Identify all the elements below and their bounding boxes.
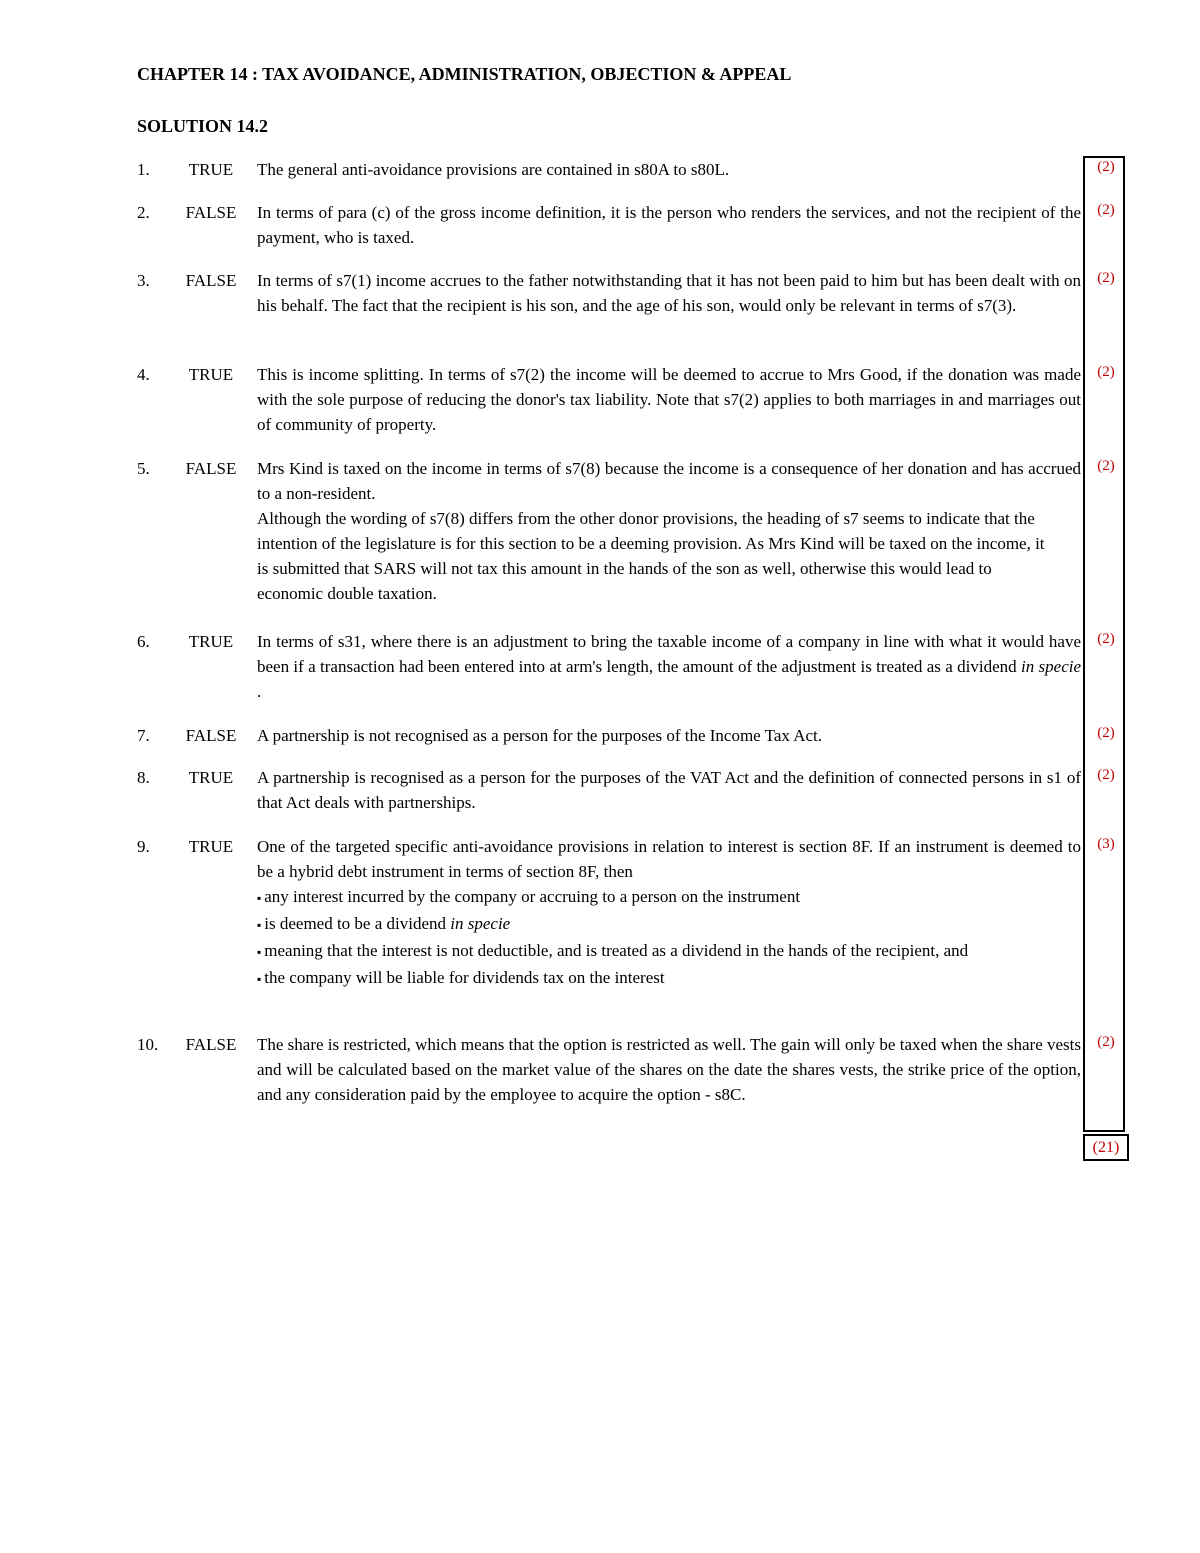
question-answer: FALSE: [185, 459, 237, 478]
question-explanation: [257, 157, 1081, 182]
question-explanation: [257, 456, 1081, 606]
question-marks: (2): [1097, 1034, 1115, 1050]
question-number: 9.: [137, 837, 150, 856]
total-marks: (21): [1083, 1134, 1129, 1161]
question-answer: TRUE: [188, 160, 234, 179]
question-number: 5.: [137, 459, 150, 478]
question-explanation: [257, 834, 1081, 992]
explanation-note: Although the wording of s7(8) differs from the other donor provisions, the heading of s7 seems to indicate that the intention of the legislature is for this section to be a deeming provision. As Mrs Kind will be taxed on the income, it is submitted that SARS will not tax this amount in the hands of the son as well, otherwise this would lead to economic double taxation.: [257, 509, 1045, 603]
question-number: 4.: [137, 365, 150, 384]
question-number: 7.: [137, 726, 150, 745]
question-answer: TRUE: [188, 632, 234, 651]
question-explanation: [257, 268, 1081, 318]
question-number: 10.: [137, 1035, 159, 1054]
question-marks: (2): [1097, 270, 1115, 286]
question-explanation: [257, 1032, 1081, 1107]
explanation-text: In terms of para (c) of the gross income definition, it is the person who renders the services, and not the recipient of the payment, who is taxed.: [257, 203, 1081, 247]
question-number: 8.: [137, 768, 150, 787]
question-explanation: [257, 629, 1081, 704]
explanation-text: One of the targeted specific anti-avoidance provisions in relation to interest is section 8F. If an instrument is deemed to be a hybrid debt instrument in terms of section 8F, then: [257, 837, 1081, 881]
solution-title: SOLUTION 14.2: [137, 116, 269, 136]
question-marks: (2): [1097, 202, 1115, 218]
question-explanation: [257, 723, 1081, 748]
explanation-text: The general anti-avoidance provisions are contained in s80A to s80L.: [257, 160, 730, 179]
explanation-text: A partnership is not recognised as a person for the purposes of the Income Tax Act.: [257, 726, 823, 745]
question-answer: TRUE: [188, 768, 234, 787]
question-explanation: [257, 765, 1081, 815]
explanation-italic-term: in specie: [1020, 657, 1082, 676]
question-answer: TRUE: [188, 837, 234, 856]
explanation-text: The share is restricted, which means that the option is restricted as well. The gain will only be taxed when the share vests and will be calculated based on the market value of the shares on the date the shares vests, the strike price of the option, and any consideration paid by the employee to acquire the option - s8C.: [257, 1035, 1081, 1104]
bullet-italic-term: in specie: [450, 914, 511, 933]
question-marks: (2): [1097, 364, 1115, 380]
explanation-end: .: [257, 682, 262, 701]
explanation-text: This is income splitting. In terms of s7(2) the income will be deemed to accrue to Mrs Good, if the donation was made with the sole purpose of reducing the donor's tax liability. Note that s7(2) applies to both marriages in and marriages out of community of property.: [257, 365, 1081, 434]
bullet-item: ▪ any interest incurred by the company or accruing to a person on the instrument: [257, 884, 1081, 911]
question-marks: (2): [1097, 458, 1115, 474]
question-explanation: [257, 362, 1081, 437]
question-number: 3.: [137, 271, 150, 290]
explanation-text: In terms of s7(1) income accrues to the father notwithstanding that it has not been paid to him but has been dealt with on his behalf. The fact that the recipient is his son, and the age of his son, would only be relevant in terms of s7(3).: [257, 271, 1081, 315]
question-marks: (2): [1097, 725, 1115, 741]
chapter-title: CHAPTER 14 : TAX AVOIDANCE, ADMINISTRATION, OBJECTION & APPEAL: [137, 64, 792, 84]
question-answer: FALSE: [185, 1035, 237, 1054]
question-marks: (3): [1097, 836, 1115, 852]
question-marks: (2): [1097, 767, 1115, 783]
question-number: 1.: [137, 160, 150, 179]
explanation-text: Mrs Kind is taxed on the income in terms of s7(8) because the income is a consequence of her donation and has accrued to a non-resident.: [257, 459, 1081, 503]
question-explanation: [257, 200, 1081, 250]
question-answer: FALSE: [185, 726, 237, 745]
question-marks: (2): [1097, 631, 1115, 647]
bullet-item: ▪ the company will be liable for dividends tax on the interest: [257, 965, 1081, 992]
explanation-text: In terms of s31, where there is an adjustment to bring the taxable income of a company in line with what it would have been if a transaction had been entered into at arm's length, the amount of the adjustment is treated as a dividend: [257, 632, 1081, 676]
bullet-item: ▪ meaning that the interest is not deductible, and is treated as a dividend in the hands of the recipient, and: [257, 938, 1081, 965]
explanation-text: A partnership is recognised as a person for the purposes of the VAT Act and the definition of connected persons in s1 of that Act deals with partnerships.: [257, 768, 1081, 812]
question-number: 6.: [137, 632, 150, 651]
question-marks: (2): [1097, 159, 1115, 175]
bullet-item: ▪ is deemed to be a dividend in specie: [257, 911, 1081, 938]
question-answer: FALSE: [185, 203, 237, 222]
bullet-list: [257, 884, 1081, 992]
question-answer: TRUE: [188, 365, 234, 384]
question-number: 2.: [137, 203, 150, 222]
question-answer: FALSE: [185, 271, 237, 290]
